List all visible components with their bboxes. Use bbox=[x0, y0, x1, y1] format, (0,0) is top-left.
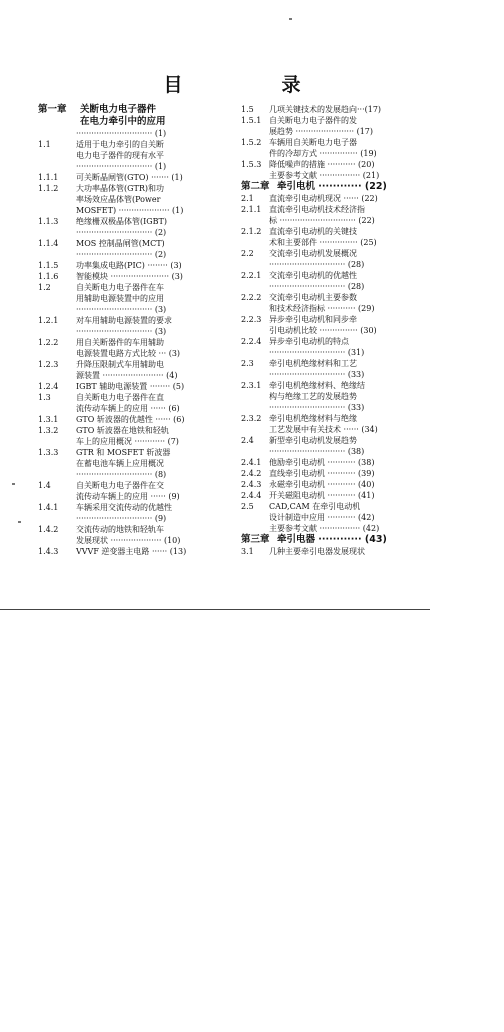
toc-entry-number: 1.4.2 bbox=[38, 525, 59, 534]
toc-entry-text: 降低噪声的措施 ··········· (20) bbox=[269, 160, 375, 169]
toc-entry bbox=[241, 468, 399, 479]
toc-entry-text: ······························ (38) bbox=[269, 447, 365, 456]
toc-entry-number: 2.5 bbox=[241, 502, 254, 511]
toc-entry-number: 1.5.1 bbox=[241, 116, 262, 125]
toc-entry-number: 2.4.4 bbox=[241, 491, 262, 500]
toc-entry-number bbox=[38, 249, 76, 260]
toc-entry-number: 1.3.3 bbox=[38, 448, 59, 457]
toc-entry-text: ······························ (31) bbox=[269, 348, 365, 357]
toc-entry-text: 直流牵引电动机现况 ······ (22) bbox=[269, 194, 378, 203]
toc-entry-number: 1.1.2 bbox=[38, 184, 59, 193]
toc-entry-text: 功率集成电路(PIC) ········ (3) bbox=[76, 261, 182, 270]
toc-entry bbox=[241, 546, 399, 557]
toc-entry bbox=[38, 480, 236, 502]
toc-entry bbox=[38, 128, 236, 139]
scan-speck bbox=[289, 18, 292, 20]
toc-entry bbox=[241, 270, 399, 281]
toc-entry bbox=[38, 282, 236, 304]
toc-entry-number: 2.3 bbox=[241, 359, 254, 368]
toc-entry bbox=[241, 204, 399, 226]
toc-entry-text: ······························ (2) bbox=[76, 250, 167, 259]
toc-entry-text: 主要参考文献 ················ (21) bbox=[269, 171, 380, 180]
toc-entry bbox=[38, 271, 236, 282]
toc-entry-text: GTO 斩波器的优越性 ······ (6) bbox=[76, 415, 185, 424]
toc-entry-number bbox=[38, 469, 76, 480]
toc-entry bbox=[38, 469, 236, 480]
toc-entry-number: 2.4.3 bbox=[241, 480, 262, 489]
toc-entry-number: 1.1.3 bbox=[38, 217, 59, 226]
toc-entry bbox=[38, 524, 236, 546]
toc-entry-number bbox=[38, 304, 76, 315]
toc-entry-text: 交流牵引电动机发展概况 bbox=[269, 249, 357, 258]
toc-entry-number: 1.3.2 bbox=[38, 426, 59, 435]
toc-entry-text: 异步牵引电动机的特点 bbox=[269, 337, 349, 346]
scan-speck bbox=[18, 521, 21, 523]
toc-entry-number: 1.5 bbox=[241, 105, 254, 114]
toc-entry-number: 1.2.3 bbox=[38, 360, 59, 369]
toc-entry-number bbox=[38, 161, 76, 172]
scan-speck bbox=[12, 483, 15, 485]
toc-entry-text: ······························ (28) bbox=[269, 260, 365, 269]
toc-entry-text: 他励牵引电动机 ··········· (38) bbox=[269, 458, 375, 467]
toc-entry-number bbox=[241, 170, 269, 181]
toc-entry-number: 第二章 bbox=[241, 181, 270, 192]
toc-left-column bbox=[38, 104, 236, 557]
toc-entry bbox=[38, 326, 236, 337]
toc-entry-text: 交流牵引电动机主要参数 和技术经济指标 ··········· (29) bbox=[269, 293, 375, 313]
toc-entry-number bbox=[241, 281, 269, 292]
toc-entry bbox=[241, 402, 399, 413]
toc-entry-text: MOS 控制晶闸管(MCT) bbox=[76, 239, 165, 248]
toc-entry bbox=[241, 159, 399, 170]
toc-entry bbox=[241, 413, 399, 435]
toc-entry bbox=[38, 216, 236, 227]
toc-entry-text: 直线牵引电动机 ··········· (39) bbox=[269, 469, 375, 478]
toc-entry bbox=[38, 249, 236, 260]
toc-entry bbox=[38, 546, 236, 557]
toc-entry-text: GTR 和 MOSFET 斩波器 在蓄电池车辆上应用概况 bbox=[76, 448, 171, 468]
toc-entry-number: 第三章 bbox=[241, 534, 270, 545]
toc-entry-number: 2.3.1 bbox=[241, 381, 262, 390]
toc-entry bbox=[241, 193, 399, 204]
toc-entry-number: 2.3.2 bbox=[241, 414, 262, 423]
toc-entry-number bbox=[241, 402, 269, 413]
toc-entry-text: 几项关键技术的发展趋向···(17) bbox=[269, 105, 382, 114]
toc-entry bbox=[38, 260, 236, 271]
toc-entry-number: 1.3.1 bbox=[38, 415, 59, 424]
toc-entry bbox=[241, 457, 399, 468]
toc-entry bbox=[241, 248, 399, 259]
toc-entry-number: 1.2.1 bbox=[38, 316, 59, 325]
toc-entry-number: 2.4.2 bbox=[241, 469, 262, 478]
toc-chapter-heading bbox=[241, 534, 399, 546]
toc-entry-number: 1.1.6 bbox=[38, 272, 59, 281]
toc-entry bbox=[241, 104, 399, 115]
toc-entry-text: ······························ (3) bbox=[76, 305, 167, 314]
toc-entry bbox=[241, 523, 399, 534]
toc-entry bbox=[38, 414, 236, 425]
toc-chapter-heading bbox=[38, 104, 236, 128]
toc-entry bbox=[38, 447, 236, 469]
toc-entry-number: 1.2 bbox=[38, 283, 51, 292]
toc-entry-number: 1.5.2 bbox=[241, 138, 262, 147]
toc-entry bbox=[38, 238, 236, 249]
toc-entry bbox=[38, 502, 236, 513]
toc-entry-number: 2.2.3 bbox=[241, 315, 262, 324]
toc-entry-text: 自关断电力电子器件在直 流传动车辆上的应用 ······ (6) bbox=[76, 393, 180, 413]
toc-entry bbox=[241, 259, 399, 270]
toc-entry bbox=[38, 315, 236, 326]
toc-entry-text: 几种主要牵引电器发展现状 bbox=[269, 547, 365, 556]
toc-entry bbox=[241, 501, 399, 523]
toc-entry bbox=[241, 490, 399, 501]
toc-entry-text: ······························ (2) bbox=[76, 228, 167, 237]
toc-entry bbox=[241, 358, 399, 369]
toc-entry-text: 开关磁阻电动机 ··········· (41) bbox=[269, 491, 375, 500]
page-title: 目 录 bbox=[163, 74, 341, 96]
toc-entry bbox=[241, 336, 399, 347]
toc-entry-text: 直流牵引电动机的关键技 术和主要部件 ··············· (25) bbox=[269, 227, 377, 247]
toc-entry bbox=[241, 369, 399, 380]
toc-entry-text: 关断电力电子器件 在电力牵引中的应用 bbox=[80, 104, 166, 127]
toc-entry-text: 车辆用自关断电力电子器 件的冷却方式 ··············· (19) bbox=[269, 138, 377, 158]
toc-entry-text: 自关断电力电子器件在交 流传动车辆上的应用 ······ (9) bbox=[76, 481, 180, 501]
toc-entry bbox=[241, 137, 399, 159]
toc-entry-text: 牵引电器 ············ (43) bbox=[277, 534, 387, 545]
toc-entry-text: ······························ (3) bbox=[76, 327, 167, 336]
toc-entry-text: 牵引电机绝缘材料、绝缘结 构与绝缘工艺的发展趋势 bbox=[269, 381, 365, 401]
toc-entry-text: ······························ (1) bbox=[76, 162, 167, 171]
toc-entry bbox=[241, 115, 399, 137]
page-bottom-rule bbox=[0, 609, 430, 610]
toc-entry-number: 1.3 bbox=[38, 393, 51, 402]
toc-entry-text: 永磁牵引电动机 ··········· (40) bbox=[269, 480, 375, 489]
toc-entry-number bbox=[241, 347, 269, 358]
toc-entry-number: 2.2 bbox=[241, 249, 254, 258]
toc-entry-number: 2.2.4 bbox=[241, 337, 262, 346]
toc-right-column bbox=[241, 104, 399, 557]
toc-entry-text: ······························ (9) bbox=[76, 514, 167, 523]
toc-entry bbox=[38, 381, 236, 392]
toc-entry bbox=[38, 183, 236, 216]
toc-entry-number bbox=[241, 369, 269, 380]
toc-chapter-heading bbox=[241, 181, 399, 193]
toc-entry-number: 3.1 bbox=[241, 547, 254, 556]
toc-entry bbox=[241, 281, 399, 292]
toc-entry-number bbox=[241, 259, 269, 270]
toc-entry-text: 智能模块 ······················· (3) bbox=[76, 272, 183, 281]
toc-entry-text: 自关断电力电子器件在车 用辅助电源装置中的应用 bbox=[76, 283, 164, 303]
toc-entry-number: 2.4.1 bbox=[241, 458, 262, 467]
toc-entry-number: 第一章 bbox=[38, 104, 67, 115]
toc-entry-text: 交流传动的地铁和轻轨车 发展现状 ···················· (10) bbox=[76, 525, 181, 545]
toc-entry-number: 2.1 bbox=[241, 194, 254, 203]
toc-entry-text: ······························ (33) bbox=[269, 370, 365, 379]
toc-entry-text: GTO 斩波器在地铁和轻轨 车上的应用概况 ············ (7) bbox=[76, 426, 179, 446]
toc-entry-number: 2.2.2 bbox=[241, 293, 262, 302]
toc-entry-number bbox=[38, 513, 76, 524]
toc-entry bbox=[38, 359, 236, 381]
toc-entry-text: 牵引电机 ············ (22) bbox=[277, 181, 387, 192]
toc-entry-number: 2.4 bbox=[241, 436, 254, 445]
toc-entry-text: 用自关断器件的车用辅助 电源装置电路方式比较 ··· (3) bbox=[76, 338, 181, 358]
toc-entry bbox=[241, 347, 399, 358]
toc-entry bbox=[241, 380, 399, 402]
toc-entry bbox=[38, 392, 236, 414]
toc-entry-text: 直流牵引电动机技术经济指 标 ······························ (22) bbox=[269, 205, 375, 225]
toc-entry-number: 1.4.1 bbox=[38, 503, 59, 512]
toc-entry-text: 对车用辅助电源装置的要求 bbox=[76, 316, 172, 325]
toc-entry-number: 2.2.1 bbox=[241, 271, 262, 280]
toc-entry-number: 2.1.1 bbox=[241, 205, 262, 214]
toc-entry-text: VVVF 逆变器主电路 ······ (13) bbox=[76, 547, 187, 556]
toc-entry bbox=[38, 425, 236, 447]
toc-entry bbox=[38, 337, 236, 359]
toc-entry bbox=[38, 161, 236, 172]
toc-entry-number bbox=[38, 227, 76, 238]
toc-entry bbox=[38, 513, 236, 524]
toc-entry-number: 1.2.4 bbox=[38, 382, 59, 391]
toc-entry-text: 自关断电力电子器件的发 展趋势 ······················· (17) bbox=[269, 116, 373, 136]
toc-entry bbox=[241, 170, 399, 181]
toc-entry-text: ······························ (33) bbox=[269, 403, 365, 412]
toc-entry-text: 交流牵引电动机的优越性 bbox=[269, 271, 357, 280]
toc-entry-text: IGBT 辅助电源装置 ········ (5) bbox=[76, 382, 185, 391]
toc-entry-text: 牵引电机绝缘材料和工艺 bbox=[269, 359, 357, 368]
toc-entry-text: 绝缘栅双极晶体管(IGBT) bbox=[76, 217, 168, 226]
toc-entry-number: 1.1.4 bbox=[38, 239, 59, 248]
toc-entry bbox=[38, 304, 236, 315]
toc-entry bbox=[241, 226, 399, 248]
toc-entry-text: 牵引电机绝缘材料与绝缘 工艺发展中有关技术 ······ (34) bbox=[269, 414, 378, 434]
toc-entry-number: 1.2.2 bbox=[38, 338, 59, 347]
toc-entry bbox=[241, 446, 399, 457]
toc-entry-number: 1.1.1 bbox=[38, 173, 59, 182]
toc-entry bbox=[241, 292, 399, 314]
toc-entry-text: CAD,CAM 在牵引电动机 设计制造中应用 ··········· (42) bbox=[269, 502, 375, 522]
toc-entry-number: 1.1.5 bbox=[38, 261, 59, 270]
toc-entry-text: ······························ (28) bbox=[269, 282, 365, 291]
toc-entry-text: 可关断晶闸管(GTO) ······· (1) bbox=[76, 173, 183, 182]
toc-entry bbox=[38, 172, 236, 183]
toc-entry-text: ······························ (8) bbox=[76, 470, 167, 479]
toc-entry-number: 2.1.2 bbox=[241, 227, 262, 236]
toc-entry-number: 1.1 bbox=[38, 140, 51, 149]
toc-entry-number bbox=[38, 326, 76, 337]
toc-entry-text: 适用于电力牵引的自关断 电力电子器件的现有水平 bbox=[76, 140, 164, 160]
toc-entry-text: 车辆采用交流传动的优越性 bbox=[76, 503, 172, 512]
toc-entry-number bbox=[38, 128, 76, 139]
toc-entry-number: 1.4.3 bbox=[38, 547, 59, 556]
toc-entry-number bbox=[241, 523, 269, 534]
toc-entry bbox=[241, 479, 399, 490]
toc-entry-number: 1.4 bbox=[38, 481, 51, 490]
toc-entry bbox=[38, 139, 236, 161]
toc-entry-text: 升降压限制式车用辅助电 源装置 ························ (4) bbox=[76, 360, 178, 380]
toc-entry-text: 大功率晶体管(GTR)和功 率场效应晶体管(Power MOSFET) ···················· (1) bbox=[76, 184, 184, 215]
toc-entry bbox=[38, 227, 236, 238]
toc-entry-text: ······························ (1) bbox=[76, 129, 167, 138]
toc-entry-text: 异步牵引电动机和同步牵 引电动机比较 ··············· (30) bbox=[269, 315, 377, 335]
toc-entry-text: 新型牵引电动机发展趋势 bbox=[269, 436, 357, 445]
toc-entry-number bbox=[241, 446, 269, 457]
toc-entry-number: 1.5.3 bbox=[241, 160, 262, 169]
toc-entry bbox=[241, 435, 399, 446]
toc-entry bbox=[241, 314, 399, 336]
toc-entry-text: 主要参考文献 ················ (42) bbox=[269, 524, 380, 533]
